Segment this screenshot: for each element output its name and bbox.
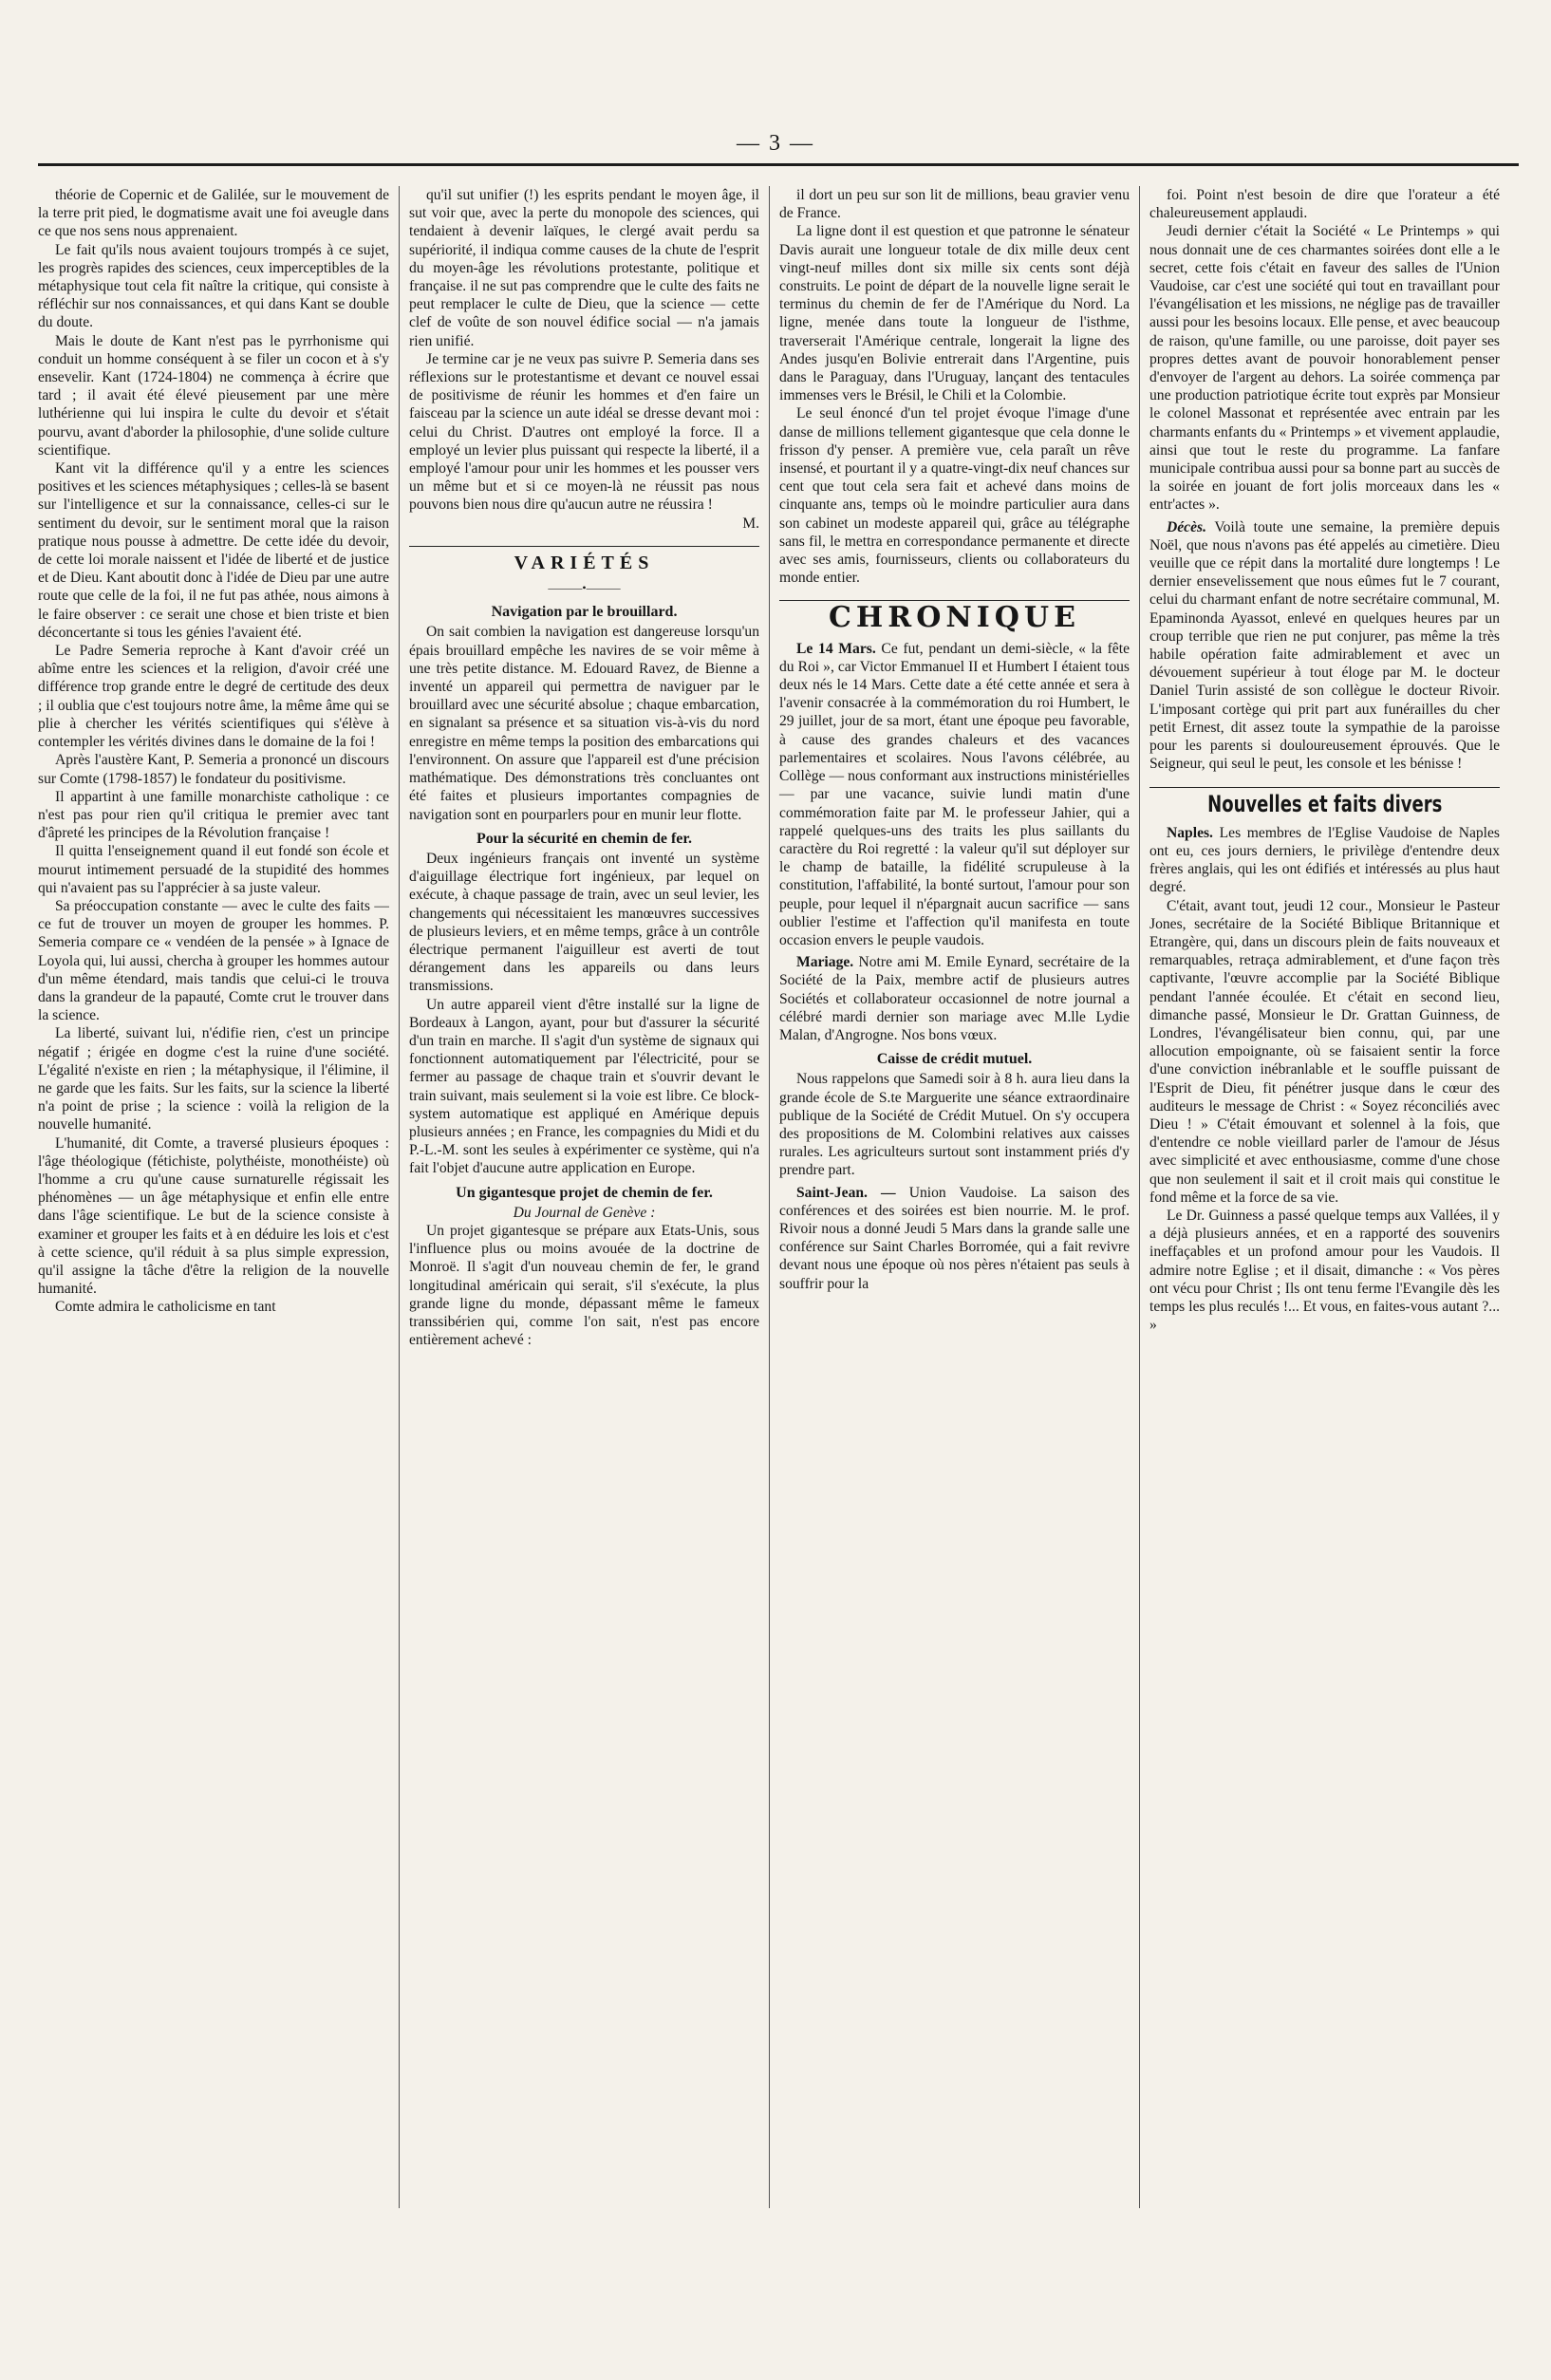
chronique-entry-mars: [779, 640, 1130, 949]
paragraph: il dort un peu sur son lit de millions, beau gravier venu de France.: [779, 187, 1130, 222]
giant-railway-title: Un gigantesque projet de chemin de fer.: [456, 1184, 713, 1201]
paragraph: Un projet gigantesque se prépare aux Etats-Unis, sous l'influence plus ou moins avouée de la doctrine de Monroë. Il s'agit d'un nouveau chemin de fer, le grand longitudinal américain qui serait, s'il s'exécute, la plus grande ligne du monde, dépassant même le fameux transsibérien qui, comme l'on sait, n'est pas encore entièrement achevé :: [409, 1222, 759, 1349]
paragraph: Deux ingénieurs français ont inventé un système d'aiguillage électrique fort ingénieux, par lequel on exécute, à chaque passage de train, avec un seul levier, les changements qui nécessitaient les manœuvres successives de plusieurs leviers, et en même temps, grâce à un contrôle électrique permanent l'aiguilleur est averti de tout dérangement dans les appareils ou dans leurs transmissions.: [409, 850, 759, 995]
paragraph: C'était, avant tout, jeudi 12 cour., Monsieur le Pasteur Jones, secrétaire de la Société Biblique Britannique et Etrangère, qui, dans un discours plein de faits nouveaux et remarquables, retraça admirablement, et d'une façon très captivante, l'œuvre accomplie par la Société Biblique pendant l'année écoulée. Et c'était en second lieu, dimanche passé, Monsieur le Dr. Grattan Guinness, de Londres, l'évangélisateur bien connu, qui, par une allocution empoignante, où se faisaient sentir la force d'une conviction inébranlable et le souffle puissant de l'Esprit de Dieu, fit pénétrer jusque dans le cœur des auditeurs le message de Christ : « Soyez réconciliés avec Dieu ! » C'était émouvant et solennel à la fois, que d'entendre ce noble vieillard parler de l'amour de Jésus avec simplicité et avec enthousiasme, comme d'une chose que non seulement il sait et il croit mais qui constitue le fond même et la force de sa vie.: [1149, 897, 1500, 1206]
paragraph: Je termine car je ne veux pas suivre P. Semeria dans ses réflexions sur le protestantisme et devant ce nouvel essai de positivisme de réunir les hommes et d'en faire un faisceau par la science un aute idéal se dresse devant moi : celui du Christ. D'autres ont employé la force. Il a employé un levier plus puissant qui respecte la liberté, il a employé l'amour pour unir les hommes et les pousser vers un même but et si ce moyen-là ne réussit pas nous pouvons bien nous dire qu'aucun autre ne réussira !: [409, 350, 759, 514]
paragraph: Nous rappelons que Samedi soir à 8 h. aura lieu dans la grande école de S.te Marguerite une séance extraordinaire publique de la Société de Crédit Mutuel. On s'y occupera des propositions de M. Colombini relatives aux caisses rurales. Les agriculteurs surtout sont instamment priés d'y prendre part.: [779, 1071, 1130, 1179]
paragraph: L'humanité, dit Comte, a traversé plusieurs époques : l'âge théologique (fétichiste, polythéiste, monothéiste) où l'homme a cru qu'une cause surnaturelle régissait les phénomènes — un âge métaphysique et enfin elle entre dans l'âge scientifique. Le but de la science consiste à examiner et grouper les faits et à en déduire les lois et c'est à cette science, qu'il réduit à sa plus simple expression, qu'il assigne la tâche d'être la religion de la nouvelle humanité.: [38, 1134, 389, 1298]
paragraph: Après l'austère Kant, P. Semeria a prononcé un discours sur Comte (1798-1857) le fondateur du positivisme.: [38, 752, 389, 787]
page-number: — 3 —: [737, 131, 814, 156]
paragraph: Un autre appareil vient d'être installé sur la ligne de Bordeaux à Langon, ayant, pour but d'assurer la sécurité d'un train en marche. Il s'agit d'un système de signaux qui fonctionnent automatiquement par l'électricité, pour se fermer au passage de chaque train et s'ouvrir devant le train suivant, mais seulement si la voie est libre. Ce block-system automatique est appliqué en Amérique depuis plusieurs années ; en France, les compagnies du Midi et du P.-L.-M. sont les seules à expérimenter ce système, qui n'a fait l'objet d'aucune autre application en Europe.: [409, 996, 759, 1177]
navigation-title: Navigation par le brouillard.: [491, 604, 678, 621]
railway-safety-title: Pour la sécurité en chemin de fer.: [476, 830, 693, 847]
paragraph: Le fait qu'ils nous avaient toujours trompés à ce sujet, les progrès rapides des sciences, ceux imperceptibles de la métaphysique tout cela fit naître la critique, qui consiste à réfléchir sur nos connaissances, et qui dans Kant se double du doute.: [38, 241, 389, 331]
caisse-title: Caisse de crédit mutuel.: [876, 1051, 1033, 1068]
paragraph: Kant vit la différence qu'il y a entre les sciences positives et les sciences métaphysiques ; celles-là se basent sur l'intelligence et sur la connaissance, celles-ci sur le sentiment du devoir, sur le sentiment moral que la raison pratique nous pousse à admettre. De cette idée du devoir, de cette loi morale naissent et l'idée de liberté et de justice et de Dieu. Kant aboutit donc à l'idée de Dieu par une autre route que celle de la foi, il ne fut pas athée, nous aimons à le faire observer : ce serait une chose et bien triste et bien déconcertante si tous les génies l'avaient été.: [38, 460, 389, 641]
entry-text: Voilà toute une semaine, la première depuis Noël, que nous n'avons pas été appelés au cimetière. Dieu veuille que ce répit dans la mortalité dure longtemps ! Le dernier ensevelissement que nous eûmes fut le 7 courant, celui du charmant enfant de notre secrétaire communal, M. Epaminonda Ayassot, enlevé en quelques heures par un croup terrible que rien ne put conjurer, pas même la très habile opération faite admirablement et avec un dévouement supérieur à tout éloge par M. le docteur Daniel Turin assisté de son collègue le docteur Rivoir. L'imposant cortège qui prit part aux funérailles du cher petit Ernest, dit assez toute la sympathie de la paroisse pour les parents si douloureusement éprouvés. Que le Seigneur, qui seul le peut, les console et les bénisse !: [1149, 518, 1500, 773]
giant-railway-source: Du Journal de Genève :: [513, 1204, 656, 1221]
paragraph: Il quitta l'enseignement quand il eut fondé son école et mourut intimement persuadé de la stupidité des hommes qui n'avaient pas su l'apprécier à sa juste valeur.: [38, 843, 389, 896]
author-signature: M.: [742, 515, 759, 532]
entry-text: Les membres de l'Eglise Vaudoise de Naples ont eu, ces jours derniers, le privilège d'entendre deux frères anglais, qui les ont édifiés et intéressés au plus haut degré.: [1149, 824, 1500, 896]
paragraph: qu'il sut unifier (!) les esprits pendant le moyen âge, il sut voir que, avec la perte du monopole des sciences, qui tendaient à devenir laïques, le clergé avait perdu sa supériorité, il indiqua comme causes de la chute de l'esprit du moyen-âge les révolutions protestante, politique et française. il ne sut pas comprendre que le culte des faits ne peut remplacer le culte de Dieu, que la science — cette clef de voûte de son nouvel édifice social — n'a jamais rien unifié.: [409, 187, 759, 349]
paragraph: Le seul énoncé d'un tel projet évoque l'image d'une danse de millions tellement gigantesque que cela donne le frisson d'y penser. A première vue, cela paraît un rêve insensé, et pourtant il y a quatre-vingt-dix neuf chances sur cent que tout cela sera fait et achevé dans moins de cinquante ans, temps où le moindre particulier aura dans son cabinet un modeste appareil qui, grâce au télégraphe sans fil, le mettra en correspondance permanente et directe avec ses amis, fournisseurs, clients ou collaborateurs du monde entier.: [779, 405, 1130, 587]
chronique-entry-mariage: [779, 953, 1130, 1044]
chronique-entry-st-jean: [779, 1184, 1130, 1293]
chronique-heading: [779, 600, 1130, 635]
entry-text: Union Vaudoise. La saison des conférences et des soirées est bien nourrie. M. le prof. Rivoir nous a donné Jeudi 5 Mars dans la grande salle une conférence sur Saint Charles Borromée, qui a fait revivre devant nous une époque où nos pères n'étaient pas seuls à souffrir pour la: [779, 1184, 1130, 1292]
entry-text: Notre ami M. Emile Eynard, secrétaire de la Société de la Paix, membre actif de plusieurs autres Sociétés et collaborateur occasionnel de notre journal a célébré mardi dernier son mariage avec M.lle Lydie Malan, d'Angrogne. Nos bons vœux.: [779, 954, 1130, 1043]
paragraph: foi. Point n'est besoin de dire que l'orateur a été chaleureusement applaudi.: [1149, 187, 1500, 222]
paragraph: La liberté, suivant lui, n'édifie rien, c'est un principe négatif ; érigée en dogme c'est la ruine d'une société. L'égalité n'existe en rien ; la métaphysique, il l'élimine, il ne garde que les faits. Sur les faits, sur la science la liberté n'a point de prise ; la science : voilà la religion de la nouvelle humanité.: [38, 1025, 389, 1134]
chronique-title: CHRONIQUE: [829, 601, 1080, 635]
entry-lead: Mariage.: [796, 954, 854, 971]
entry-lead: Décès.: [1167, 518, 1206, 535]
article-columns: [38, 186, 1519, 2208]
paragraph: théorie de Copernic et de Galilée, sur le mouvement de la terre prit pied, le dogmatisme avait une foi aveugle dans ce que nos sens nous apprenaient.: [38, 187, 389, 240]
chronique-entry-deces: [1149, 518, 1500, 774]
entry-lead: Naples.: [1167, 824, 1213, 841]
paragraph: Jeudi dernier c'était la Société « Le Printemps » qui nous donnait une de ces charmantes soirées dont elle a le secret, cette fois c'était en faveur des salles de l'Union Vaudoise, car c'est une société qui tout en travaillant pour l'évangélisation et les missions, ne néglige pas de travailler aussi pour les besoins locaux. Elle pense, et avec beaucoup de raison, qu'une famille, ou une paroisse, doit payer ses propres dettes avant de pouvoir honorablement penser d'envoyer de l'argent au dehors. La soirée commença par une production patriotique écrite tout exprès par Monsieur le colonel Massonat et représentée avec entrain par les charmants enfants du « Printemps » et vivement applaudie, ainsi que tout le reste du programme. La fanfare municipale contribua aussi pour sa bonne part au succès de la soirée en jouant de fort jolis morceaux dans les « entr'actes ».: [1149, 223, 1500, 514]
paragraph: Comte admira le catholicisme en tant: [55, 1299, 276, 1316]
column-3: [769, 186, 1130, 2208]
varietes-heading: [409, 546, 759, 573]
column-1: [38, 186, 389, 2208]
entry-lead: Le 14 Mars.: [796, 640, 876, 657]
paragraph: Mais le doute de Kant n'est pas le pyrrhonisme qui conduit un homme conséquent à se filer un cocon et à s'y ensevelir. Kant (1724-1804) ne commença à écrire que tard ; il avait été élevé pieusement par une mère luthérienne qui lui inspira le culte du devoir et s'était pourvu, avant d'aborder la philosophie, d'une solide culture scientifique.: [38, 332, 389, 459]
ornament-divider: ———•———: [548, 581, 621, 595]
news-entry-naples: [1149, 824, 1500, 897]
column-4: [1139, 186, 1500, 2208]
paragraph: La ligne dont il est question et que patronne le sénateur Davis aurait une longueur totale de dix mille deux cent vingt-neuf milles dont six mille six cents sont déjà construits. Le point de départ de la nouvelle ligne serait le terminus du chemin de fer de l'Amérique du Nord. La ligne, menée dans toute la longueur de l'isthme, traverserait l'Amérique centrale, longerait la ligne des Andes jusqu'en Bolivie entrerait dans l'Argentine, puis dans le Paraguay, dans l'Uruguay, lançant des tentacules immenses vers le Brésil, le Chili et la Colombie.: [779, 223, 1130, 404]
entry-lead: Saint-Jean. —: [796, 1184, 896, 1201]
paragraph: Sa préoccupation constante — avec le culte des faits — ce fut de trouver un moyen de grouper les hommes. P. Semeria compare ce « vendéen de la pensée » à Ignace de Loyola qui, lui aussi, chercha à grouper les hommes autour d'un même étendard, mais tandis que celui-ci le trouva dans la grandeur de la papauté, Comte crut le trouver dans la science.: [38, 897, 389, 1024]
varietes-title: VARIÉTÉS: [514, 552, 655, 573]
paragraph: Il appartint à une famille monarchiste catholique : ce n'est pas pour rien qu'il critiqua le premier avec tant d'âpreté les principes de la Révolution française !: [38, 788, 389, 842]
header-rule: [38, 163, 1519, 166]
nouvelles-title: Nouvelles et faits divers: [1206, 790, 1443, 817]
paragraph: On sait combien la navigation est dangereuse lorsqu'un épais brouillard empêche les navires de se voir même à une très petite distance. M. Edouard Ravez, de Bienne a inventé un appareil qui permettra de naviguer par le brouillard avec une sécurité absolue ; chaque embarcation, en signalant sa présence et sa situation vis-à-vis du nord enregistre en même temps la position des embarcations qui l'environnent. On assure que l'appareil est d'une précision mathématique. Des démonstrations très concluantes ont été faites et plusieurs importantes compagnies de navigation sont en pourparlers pour en munir leur flotte.: [409, 624, 759, 823]
paragraph: Le Dr. Guinness a passé quelque temps aux Vallées, il y a déjà plusieurs années, et en a rapporté des souvenirs ineffaçables et un profond amour pour les Vaudois. Il admire notre Eglise ; et il disait, dimanche : « Vos pères ont vécu pour Christ ; Ils ont tenu ferme l'Evangile dès les temps les plus reculés !... Et vous, en faites-vous autant ?... »: [1149, 1207, 1500, 1334]
entry-text: Ce fut, pendant un demi-siècle, « la fête du Roi », car Victor Emmanuel II et Humbert I étaient tous deux nés le 14 Mars. Cette date a été cette année et sera à l'avenir consacrée à la commémoration du roi Humbert, le 29 juillet, jour de sa mort, étant une époque peu favorable, à cause des grandes chaleurs et des vacances parlementaires et scolaires. Nous l'avons célébrée, au Collège — nous conformant aux instructions ministérielles — par une vacance, suivie lundi matin d'une commémoration faite par M. le professeur Jahier, qui a rappelé quelques-uns des traits les plus saillants du caractère du Roi regretté : la valeur qu'il sut déployer sur le champ de bataille, la fidélité scrupuleuse à la constitution, l'affabilité, la bonté surtout, l'amour pour son peuple, pour lequel il n'épargnait aucun sacrifice — sans oublier l'estime et l'affection qu'il manifesta en toute occasion envers le peuple vaudois.: [779, 640, 1130, 948]
paragraph: Le Padre Semeria reproche à Kant d'avoir créé un abîme entre les sciences et la religion, d'avoir créé une différence trop grande entre le degré de certitude des deux ; il oublia que c'est toujours notre âme, la même âme qui se plie à chercher les vérités scientifiques qui s'élève à contempler les vérités divines dans le domaine de la foi !: [38, 643, 389, 751]
nouvelles-heading: [1149, 787, 1500, 816]
column-2: [399, 186, 759, 2208]
